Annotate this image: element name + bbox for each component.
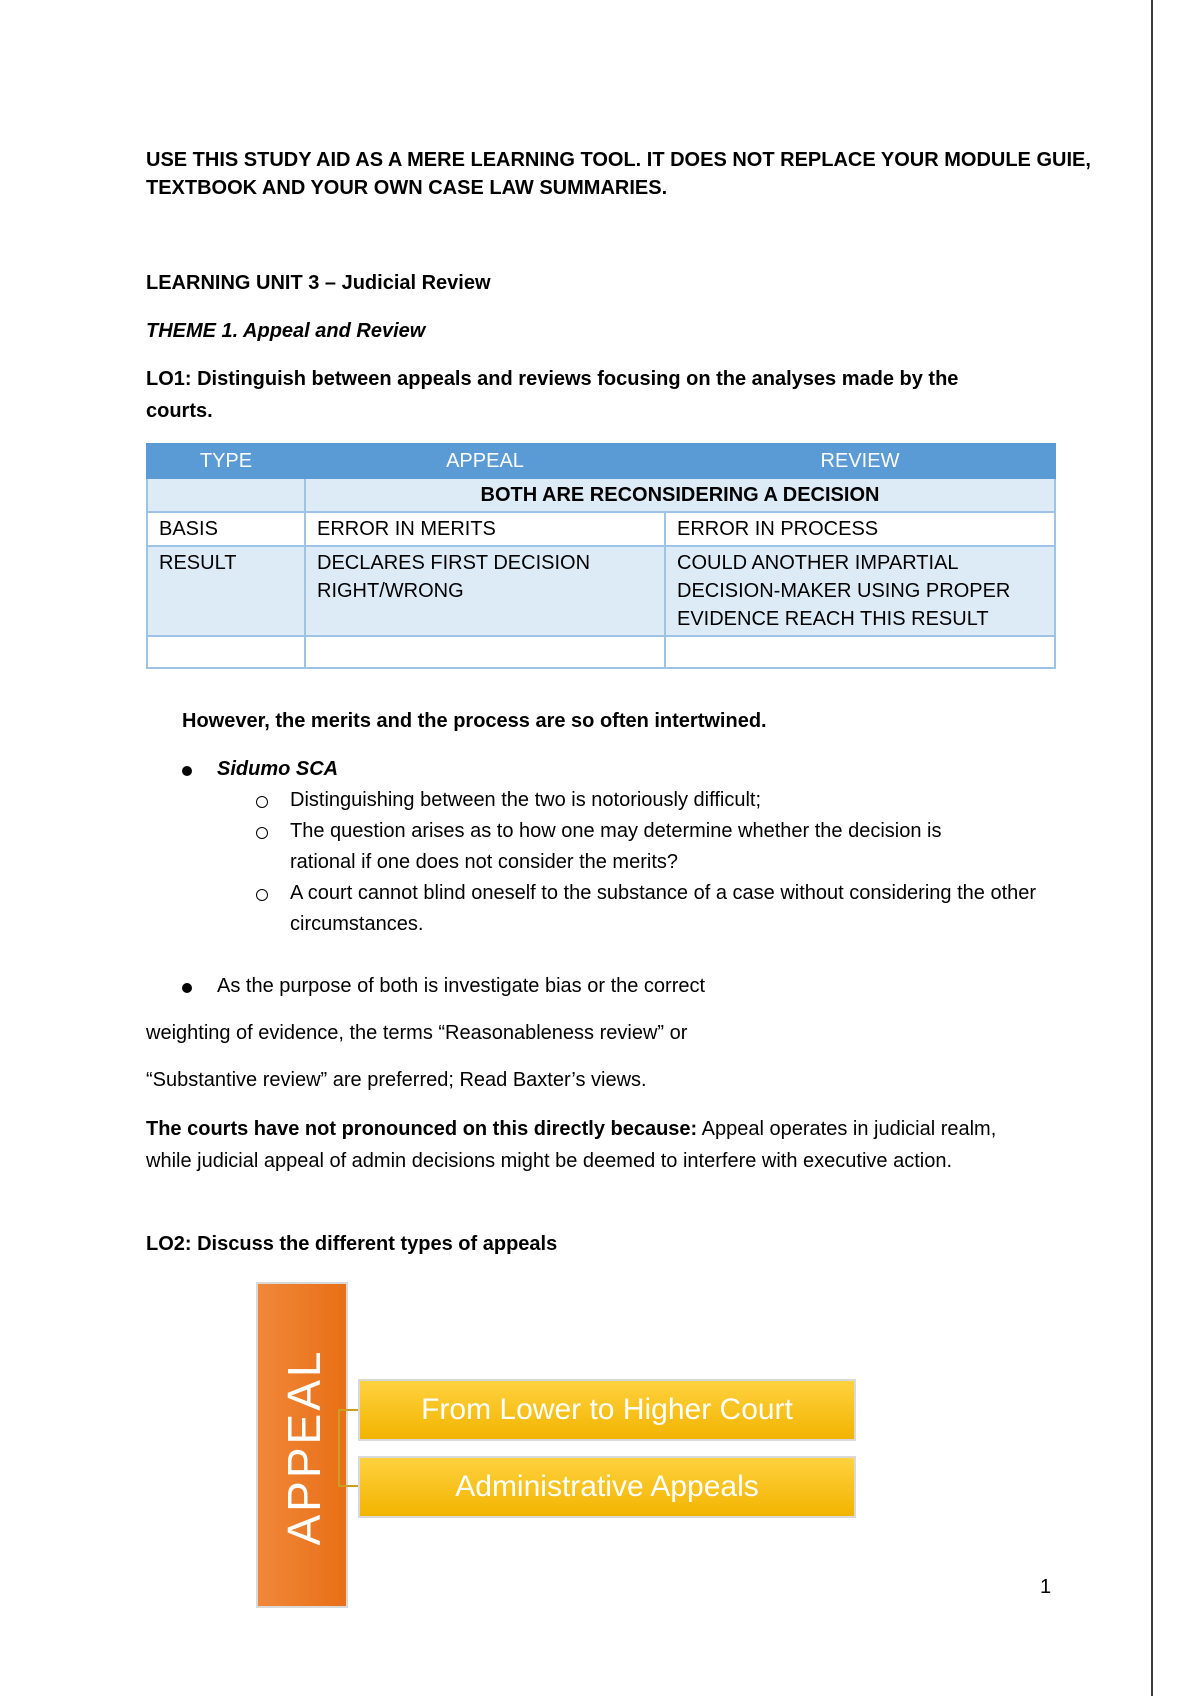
result-appeal-line: RIGHT/WRONG [317,580,464,602]
result-review [665,546,1055,636]
basis-appeal: ERROR IN MERITS [305,512,665,546]
connector-line [338,1409,340,1487]
page-number: 1 [1040,1576,1052,1598]
sidumo-point-2-line-2: rational if one does not consider the merits? [290,851,678,873]
sub-bullet-icon [256,796,268,808]
table-row [147,546,1055,636]
courts-rest: Appeal operates in judicial realm, [697,1118,997,1140]
purpose-line-2: weighting of evidence, the terms “Reasonableness review” or [146,1022,688,1044]
sidumo-point-3-line-1: A court cannot blind oneself to the substance of a case without considering the other [290,882,1037,904]
sidumo-point-1: Distinguishing between the two is notoriously difficult; [290,789,761,811]
result-appeal [305,546,665,636]
sidumo-point-2-line-1: The question arises as to how one may determine whether the decision is [290,820,942,842]
disclaimer-line-1: USE THIS STUDY AID AS A MERE LEARNING TOOL. IT DOES NOT REPLACE YOUR MODULE GUIE, [146,149,1091,171]
table-row [147,512,1055,546]
result-appeal-line: DECLARES FIRST DECISION [317,552,591,574]
table-cell-empty [147,478,305,512]
basis-review: ERROR IN PROCESS [665,512,1055,546]
appeal-types-diagram [256,1282,876,1612]
diagram-root-node [256,1282,348,1608]
header-review: REVIEW [665,444,1055,478]
result-review-line: COULD ANOTHER IMPARTIAL [677,552,959,574]
purpose-line-3: “Substantive review” are preferred; Read Baxter’s views. [146,1069,647,1091]
sub-bullet-icon [256,827,268,839]
purpose-line-1: As the purpose of both is investigate bias or the correct [217,975,706,997]
page-edge-rule [1151,0,1153,1696]
table-row [147,636,1055,668]
appeal-review-table [146,443,1056,669]
sidumo-case: Sidumo SCA [217,758,339,780]
connector-line [338,1409,358,1411]
lo1-line-2: courts. [146,400,213,422]
table-cell-empty [147,636,305,668]
sidumo-point-3-line-2: circumstances. [290,913,424,935]
diagram-root-label: APPEAL [278,1348,330,1546]
unit-title: LEARNING UNIT 3 – Judicial Review [146,272,491,294]
theme-title: THEME 1. Appeal and Review [146,320,426,342]
header-type: TYPE [147,444,305,478]
however-note: However, the merits and the process are so often intertwined. [182,710,767,732]
sub-bullet-icon [256,889,268,901]
result-review-line: EVIDENCE REACH THIS RESULT [677,608,989,630]
courts-bold: The courts have not pronounced on this directly because: [146,1118,698,1140]
bullet-icon [182,766,192,776]
courts-line-2: while judicial appeal of admin decisions might be deemed to interfere with executive action. [146,1150,953,1172]
basis-label: BASIS [147,512,305,546]
table-header-row [147,444,1055,478]
table-cell-empty [665,636,1055,668]
lo1-line-1: LO1: Distinguish between appeals and reviews focusing on the analyses made by the [146,368,959,390]
table-cell-empty [305,636,665,668]
span-row-text: BOTH ARE RECONSIDERING A DECISION [305,478,1055,512]
result-label: RESULT [147,546,305,636]
disclaimer-line-2: TEXTBOOK AND YOUR OWN CASE LAW SUMMARIES. [146,177,668,199]
header-appeal: APPEAL [305,444,665,478]
result-review-line: DECISION-MAKER USING PROPER [677,580,1011,602]
table-row [147,478,1055,512]
connector-line [338,1485,358,1487]
lo2-heading: LO2: Discuss the different types of appeals [146,1233,558,1255]
bullet-icon [182,983,192,993]
courts-line-1 [146,1115,996,1143]
diagram-child-node: From Lower to Higher Court [358,1379,856,1441]
diagram-child-node: Administrative Appeals [358,1456,856,1518]
